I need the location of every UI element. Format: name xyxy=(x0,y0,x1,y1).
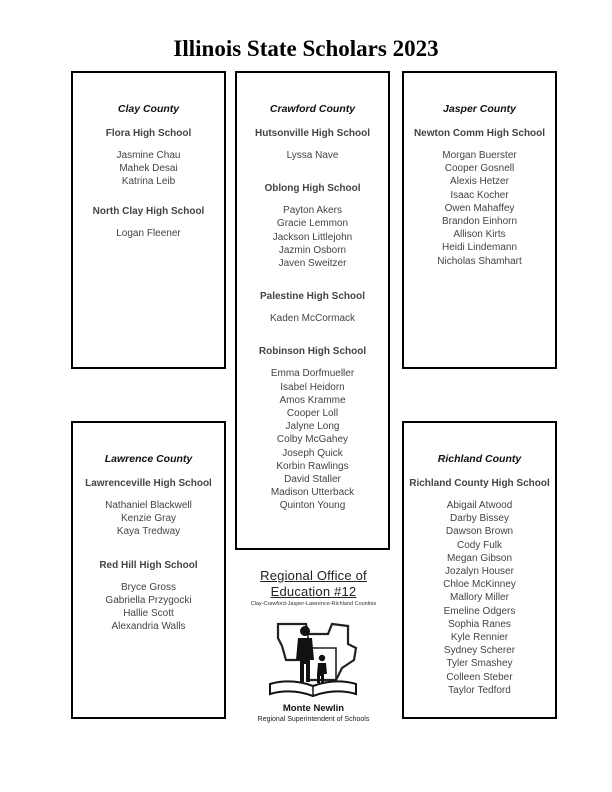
clay-county-list xyxy=(71,103,226,240)
school-name: Robinson High School xyxy=(258,346,367,358)
student-name: Mallory Miller xyxy=(450,592,509,604)
student-name: Emeline Odgers xyxy=(443,605,516,617)
student-name: Jasmine Chau xyxy=(116,150,181,161)
student-name: Kaden McCormack xyxy=(269,313,356,325)
crawford-county-list xyxy=(235,103,390,513)
regional-office-logo xyxy=(236,568,391,723)
student-name: Brandon Einhorn xyxy=(441,216,518,228)
student-name: Abigail Atwood xyxy=(446,500,513,511)
student-name: Gracie Lemmon xyxy=(276,218,349,230)
logo-title: Regional Office of Education #12 xyxy=(260,568,367,599)
student-name: Logan Fleener xyxy=(116,227,181,239)
school-name: Oblong High School xyxy=(264,183,361,195)
student-name: Joseph Quick xyxy=(282,447,343,459)
county-name: Lawrence County xyxy=(104,453,193,465)
student-name: Alexis Hetzer xyxy=(450,176,509,188)
student-name: Jackson Littlejohn xyxy=(272,231,353,243)
student-name: Tyler Smashey xyxy=(446,658,513,670)
student-name: Morgan Buerster xyxy=(442,150,517,161)
student-name: Jazmin Osborn xyxy=(278,244,347,256)
student-name: Korbin Rawlings xyxy=(276,460,349,472)
student-name: Madison Utterback xyxy=(270,487,355,499)
student-name: Cody Fulk xyxy=(456,539,502,551)
student-name: Megan Gibson xyxy=(446,552,513,564)
student-name: Payton Akers xyxy=(283,205,342,217)
county-name: Richland County xyxy=(437,453,522,465)
student-name: Colleen Steber xyxy=(446,671,513,683)
student-name: Darby Bissey xyxy=(450,513,509,525)
student-name: Lyssa Nave xyxy=(286,150,339,161)
student-name: Chloe McKinney xyxy=(443,579,516,591)
student-name: David Staller xyxy=(284,474,341,486)
student-name: Gabriella Przygocki xyxy=(105,594,192,606)
school-name: North Clay High School xyxy=(92,205,205,217)
student-name: Colby McGahey xyxy=(276,434,349,446)
student-name: Sydney Scherer xyxy=(443,645,516,657)
superintendent-name: Monte Newlin xyxy=(282,703,345,714)
jasper-county-list xyxy=(402,103,557,268)
student-name: Jalyne Long xyxy=(285,421,340,433)
student-name: Dawson Brown xyxy=(445,526,514,538)
student-name: Alexandria Walls xyxy=(111,621,186,633)
school-name: Red Hill High School xyxy=(99,559,198,571)
richland-county-list xyxy=(402,453,557,697)
student-name: Heidi Lindemann xyxy=(441,242,518,254)
student-name: Owen Mahaffey xyxy=(444,202,515,214)
logo-subtitle: Clay-Crawford-Jasper-Lawrence-Richland Counties xyxy=(250,601,377,607)
school-name: Flora High School xyxy=(105,128,192,139)
school-name: Richland County High School xyxy=(409,478,550,489)
student-name: Taylor Tedford xyxy=(448,684,511,696)
student-name: Nathaniel Blackwell xyxy=(105,500,192,511)
lawrence-county-list xyxy=(71,453,226,633)
student-name: Bryce Gross xyxy=(120,581,176,593)
student-name: Kenzie Gray xyxy=(120,513,177,525)
student-name: Emma Dorfmueller xyxy=(270,368,355,380)
school-name: Newton Comm High School xyxy=(413,128,546,139)
student-name: Isabel Heidorn xyxy=(280,381,345,393)
student-name: Sophia Ranes xyxy=(448,618,511,630)
map-figure-icon xyxy=(236,608,391,698)
county-name: Clay County xyxy=(117,103,180,115)
student-name: Kaya Tredway xyxy=(116,526,181,538)
student-name: Cooper Gosnell xyxy=(444,163,515,175)
student-name: Katrina Leib xyxy=(121,176,176,188)
page-title: Illinois State Scholars 2023 xyxy=(173,36,439,61)
student-name: Allison Kirts xyxy=(453,229,506,241)
student-name: Isaac Kocher xyxy=(450,189,509,201)
school-name: Lawrenceville High School xyxy=(85,478,212,489)
student-name: Quinton Young xyxy=(279,500,346,512)
student-name: Javen Sweitzer xyxy=(278,258,347,270)
school-name: Palestine High School xyxy=(259,291,366,303)
county-name: Crawford County xyxy=(269,103,356,115)
student-name: Hallie Scott xyxy=(123,608,174,620)
student-name: Mahek Desai xyxy=(119,163,178,175)
student-name: Amos Kramme xyxy=(279,394,346,406)
school-name: Hutsonville High School xyxy=(254,128,370,139)
student-name: Jozalyn Houser xyxy=(445,566,514,578)
student-name: Cooper Loll xyxy=(286,408,339,420)
student-name: Nicholas Shamhart xyxy=(437,255,522,267)
student-name: Kyle Rennier xyxy=(450,632,509,644)
county-name: Jasper County xyxy=(443,103,516,115)
superintendent-title: Regional Superintendent of Schools xyxy=(257,716,370,723)
